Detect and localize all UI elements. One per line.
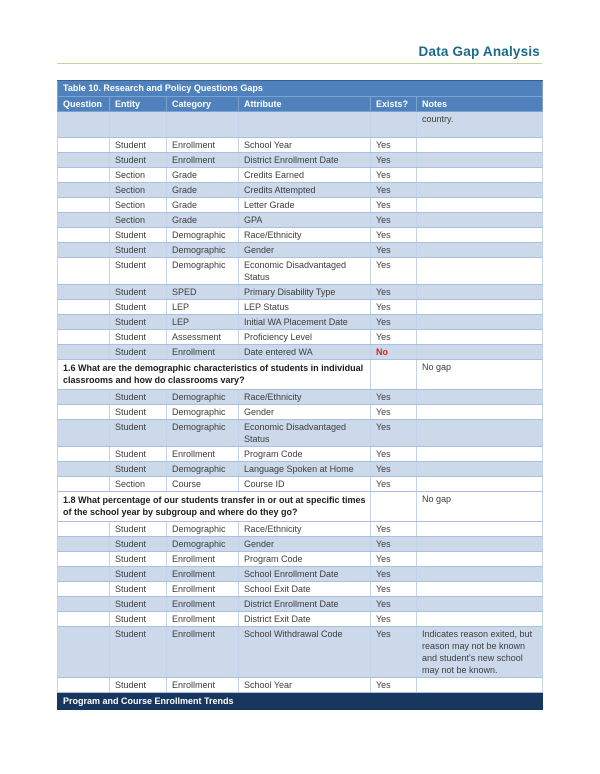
category-cell: Demographic [167, 522, 239, 537]
notes-cell [417, 315, 543, 330]
table-row [58, 183, 543, 198]
category-cell: Grade [167, 213, 239, 228]
entity-cell: Student [110, 537, 167, 552]
attribute-cell: School Year [239, 678, 371, 693]
exists-cell: Yes [371, 597, 417, 612]
notes-cell: No gap [417, 360, 543, 390]
question-cell [58, 112, 110, 138]
question-cell: 1.6 What are the demographic characteristics of students in individual classrooms and how do classrooms vary? [58, 360, 371, 390]
attribute-cell: Program Code [239, 447, 371, 462]
exists-cell: Yes [371, 330, 417, 345]
attribute-cell: GPA [239, 213, 371, 228]
attribute-cell: Gender [239, 243, 371, 258]
entity-cell: Student [110, 345, 167, 360]
entity-cell: Student [110, 582, 167, 597]
attribute-cell: Race/Ethnicity [239, 228, 371, 243]
attribute-cell: Gender [239, 537, 371, 552]
table-row [58, 345, 543, 360]
entity-cell: Student [110, 405, 167, 420]
notes-cell [417, 390, 543, 405]
notes-cell [417, 612, 543, 627]
entity-cell: Student [110, 330, 167, 345]
exists-cell: Yes [371, 315, 417, 330]
question-cell [58, 678, 110, 693]
attribute-cell: School Enrollment Date [239, 567, 371, 582]
attribute-cell: Race/Ethnicity [239, 390, 371, 405]
col-header-attribute: Attribute [239, 97, 371, 112]
attribute-cell: Credits Attempted [239, 183, 371, 198]
notes-cell [417, 153, 543, 168]
notes-cell [417, 300, 543, 315]
table-row [58, 213, 543, 228]
table-row [58, 330, 543, 345]
attribute-cell: School Exit Date [239, 582, 371, 597]
notes-cell: No gap [417, 492, 543, 522]
exists-cell: Yes [371, 627, 417, 678]
table-row [58, 198, 543, 213]
exists-cell: Yes [371, 678, 417, 693]
table-row [58, 462, 543, 477]
entity-cell: Student [110, 258, 167, 285]
exists-cell: Yes [371, 168, 417, 183]
category-cell: Demographic [167, 243, 239, 258]
attribute-cell: Credits Earned [239, 168, 371, 183]
notes-cell [417, 138, 543, 153]
notes-cell [417, 405, 543, 420]
notes-cell [417, 420, 543, 447]
table-row [58, 112, 543, 138]
question-cell [58, 447, 110, 462]
question-cell [58, 627, 110, 678]
table-title-row [58, 81, 543, 97]
exists-cell: Yes [371, 153, 417, 168]
table-row [58, 522, 543, 537]
column-header-row [58, 97, 543, 112]
question-cell [58, 537, 110, 552]
table-row [58, 420, 543, 447]
table-row [58, 405, 543, 420]
question-cell [58, 168, 110, 183]
exists-cell: Yes [371, 612, 417, 627]
attribute-cell: Race/Ethnicity [239, 522, 371, 537]
question-cell [58, 420, 110, 447]
category-cell: Enrollment [167, 447, 239, 462]
exists-cell: Yes [371, 477, 417, 492]
entity-cell: Section [110, 168, 167, 183]
question-cell [58, 315, 110, 330]
exists-cell [371, 112, 417, 138]
exists-cell: Yes [371, 390, 417, 405]
entity-cell: Student [110, 522, 167, 537]
notes-cell [417, 345, 543, 360]
question-cell [58, 213, 110, 228]
attribute-cell: School Withdrawal Code [239, 627, 371, 678]
page-title: Data Gap Analysis [418, 44, 540, 59]
notes-cell [417, 537, 543, 552]
question-cell [58, 285, 110, 300]
notes-cell [417, 678, 543, 693]
notes-cell [417, 258, 543, 285]
entity-cell: Section [110, 198, 167, 213]
category-cell: LEP [167, 315, 239, 330]
table-row [58, 537, 543, 552]
question-cell [58, 330, 110, 345]
attribute-cell: LEP Status [239, 300, 371, 315]
category-cell: Demographic [167, 390, 239, 405]
notes-cell: country. [417, 112, 543, 138]
question-cell [58, 462, 110, 477]
attribute-cell: Proficiency Level [239, 330, 371, 345]
notes-cell [417, 330, 543, 345]
notes-cell [417, 567, 543, 582]
table-row [58, 552, 543, 567]
question-cell [58, 228, 110, 243]
table-row [58, 153, 543, 168]
category-cell: Enrollment [167, 567, 239, 582]
notes-cell [417, 213, 543, 228]
table-row [58, 315, 543, 330]
exists-cell: Yes [371, 300, 417, 315]
notes-cell [417, 168, 543, 183]
attribute-cell: Date entered WA [239, 345, 371, 360]
table-row [58, 567, 543, 582]
question-cell [58, 183, 110, 198]
entity-cell: Student [110, 552, 167, 567]
next-section-bar [58, 693, 543, 710]
entity-cell: Student [110, 567, 167, 582]
notes-cell [417, 183, 543, 198]
notes-cell [417, 228, 543, 243]
next-section-title: Program and Course Enrollment Trends [58, 693, 543, 710]
question-cell [58, 552, 110, 567]
table-row [58, 597, 543, 612]
entity-cell: Student [110, 315, 167, 330]
category-cell: Enrollment [167, 153, 239, 168]
category-cell: Demographic [167, 462, 239, 477]
attribute-cell: Economic Disadvantaged Status [239, 258, 371, 285]
category-cell: Enrollment [167, 678, 239, 693]
entity-cell: Student [110, 285, 167, 300]
entity-cell: Student [110, 390, 167, 405]
notes-cell [417, 552, 543, 567]
title-underline-rule [57, 63, 542, 64]
attribute-cell: District Enrollment Date [239, 153, 371, 168]
exists-cell: Yes [371, 522, 417, 537]
question-cell [58, 138, 110, 153]
col-header-category: Category [167, 97, 239, 112]
table-row [58, 168, 543, 183]
col-header-exists: Exists? [371, 97, 417, 112]
exists-cell: Yes [371, 243, 417, 258]
exists-cell: Yes [371, 138, 417, 153]
table-row [58, 627, 543, 678]
question-cell [58, 477, 110, 492]
question-cell [58, 597, 110, 612]
attribute-cell: District Exit Date [239, 612, 371, 627]
question-cell [58, 567, 110, 582]
table-row [58, 582, 543, 597]
attribute-cell: School Year [239, 138, 371, 153]
question-row [58, 360, 543, 390]
category-cell: Demographic [167, 405, 239, 420]
exists-cell: Yes [371, 462, 417, 477]
col-header-question: Question [58, 97, 110, 112]
table-row [58, 447, 543, 462]
notes-cell [417, 198, 543, 213]
entity-cell: Section [110, 213, 167, 228]
category-cell: LEP [167, 300, 239, 315]
notes-cell [417, 522, 543, 537]
category-cell: Grade [167, 198, 239, 213]
attribute-cell: Gender [239, 405, 371, 420]
entity-cell: Student [110, 597, 167, 612]
entity-cell: Student [110, 678, 167, 693]
exists-cell [371, 492, 417, 522]
col-header-notes: Notes [417, 97, 543, 112]
category-cell: Enrollment [167, 612, 239, 627]
document-page [57, 44, 542, 710]
category-cell: SPED [167, 285, 239, 300]
exists-cell: Yes [371, 405, 417, 420]
exists-cell [371, 360, 417, 390]
exists-cell: No [371, 345, 417, 360]
exists-cell: Yes [371, 183, 417, 198]
category-cell: Grade [167, 183, 239, 198]
notes-cell: Indicates reason exited, but reason may not be known and student's new school may not be known. [417, 627, 543, 678]
notes-cell [417, 462, 543, 477]
entity-cell: Student [110, 153, 167, 168]
category-cell: Assessment [167, 330, 239, 345]
exists-cell: Yes [371, 582, 417, 597]
attribute-cell: Program Code [239, 552, 371, 567]
question-cell [58, 198, 110, 213]
exists-cell: Yes [371, 447, 417, 462]
notes-cell [417, 477, 543, 492]
entity-cell: Student [110, 447, 167, 462]
question-cell: 1.8 What percentage of our students transfer in or out at specific times of the school year by subgroup and where do they go? [58, 492, 371, 522]
exists-cell: Yes [371, 228, 417, 243]
exists-cell: Yes [371, 213, 417, 228]
table-row [58, 243, 543, 258]
exists-cell: Yes [371, 420, 417, 447]
category-cell: Enrollment [167, 552, 239, 567]
exists-cell: Yes [371, 537, 417, 552]
notes-cell [417, 597, 543, 612]
exists-cell: Yes [371, 285, 417, 300]
attribute-cell: Course ID [239, 477, 371, 492]
entity-cell: Student [110, 228, 167, 243]
category-cell: Demographic [167, 258, 239, 285]
question-cell [58, 390, 110, 405]
entity-cell: Section [110, 477, 167, 492]
entity-cell: Student [110, 462, 167, 477]
category-cell: Enrollment [167, 597, 239, 612]
question-cell [58, 582, 110, 597]
col-header-entity: Entity [110, 97, 167, 112]
question-cell [58, 612, 110, 627]
question-cell [58, 153, 110, 168]
notes-cell [417, 582, 543, 597]
category-cell: Enrollment [167, 345, 239, 360]
notes-cell [417, 447, 543, 462]
attribute-cell: Initial WA Placement Date [239, 315, 371, 330]
notes-cell [417, 285, 543, 300]
entity-cell: Student [110, 300, 167, 315]
category-cell: Demographic [167, 420, 239, 447]
entity-cell: Student [110, 138, 167, 153]
category-cell: Enrollment [167, 627, 239, 678]
research-policy-questions-gaps-table [57, 80, 543, 710]
category-cell: Demographic [167, 228, 239, 243]
table-row [58, 138, 543, 153]
question-cell [58, 345, 110, 360]
table-row [58, 612, 543, 627]
attribute-cell: Language Spoken at Home [239, 462, 371, 477]
attribute-cell: Economic Disadvantaged Status [239, 420, 371, 447]
attribute-cell: Primary Disability Type [239, 285, 371, 300]
category-cell [167, 112, 239, 138]
category-cell: Enrollment [167, 138, 239, 153]
entity-cell [110, 112, 167, 138]
entity-cell: Section [110, 183, 167, 198]
table-title: Table 10. Research and Policy Questions Gaps [58, 81, 543, 97]
attribute-cell [239, 112, 371, 138]
entity-cell: Student [110, 243, 167, 258]
category-cell: Demographic [167, 537, 239, 552]
attribute-cell: District Enrollment Date [239, 597, 371, 612]
entity-cell: Student [110, 612, 167, 627]
category-cell: Grade [167, 168, 239, 183]
question-cell [58, 258, 110, 285]
exists-cell: Yes [371, 552, 417, 567]
entity-cell: Student [110, 627, 167, 678]
exists-cell: Yes [371, 567, 417, 582]
question-row [58, 492, 543, 522]
exists-cell: Yes [371, 198, 417, 213]
table-row [58, 300, 543, 315]
table-row [58, 258, 543, 285]
category-cell: Enrollment [167, 582, 239, 597]
category-cell: Course [167, 477, 239, 492]
question-cell [58, 243, 110, 258]
question-cell [58, 300, 110, 315]
question-cell [58, 405, 110, 420]
attribute-cell: Letter Grade [239, 198, 371, 213]
exists-cell: Yes [371, 258, 417, 285]
question-cell [58, 522, 110, 537]
table-row [58, 285, 543, 300]
table-row [58, 228, 543, 243]
entity-cell: Student [110, 420, 167, 447]
table-row [58, 477, 543, 492]
table-row [58, 678, 543, 693]
notes-cell [417, 243, 543, 258]
table-row [58, 390, 543, 405]
